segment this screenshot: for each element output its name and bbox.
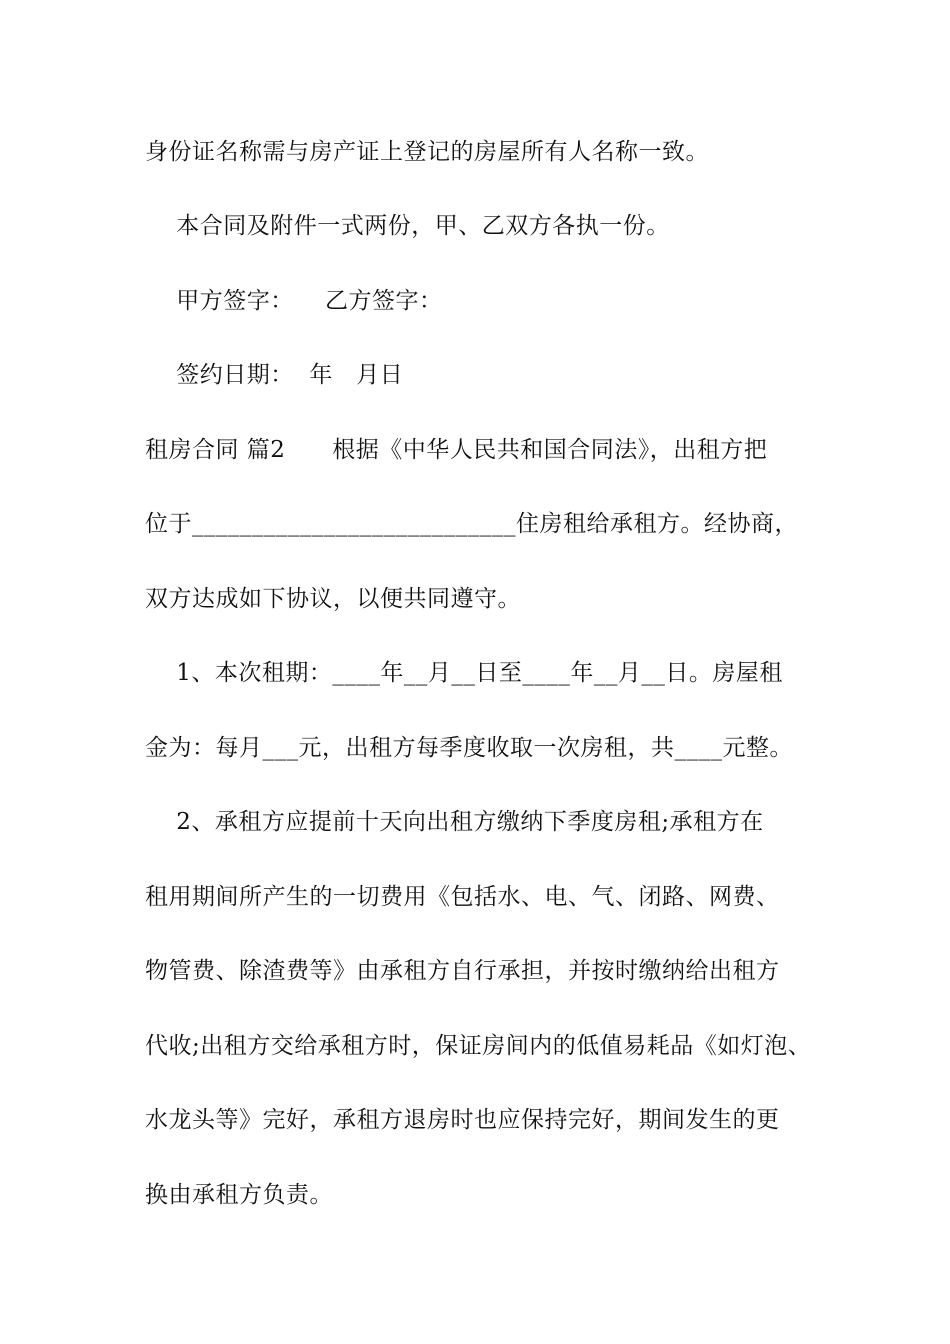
paragraph-line-7: 双方达成如下协议，以便共同遵守。 [145,586,521,612]
paragraph-line-1: 身份证名称需与房产证上登记的房屋所有人名称一致。 [145,139,709,165]
signing-date-line: 签约日期： 年 月日 [145,362,404,388]
clause-1-line-1: 1、本次租期：____年__月__日至____年__月__日。房屋租 [145,660,783,686]
clause-2-line-4: 代收;出租方交给承租方时，保证房间内的低值易耗品《如灯泡、 [145,1033,812,1059]
paragraph-line-6: 位于___________________________住房租给承租方。经协商， [145,511,798,537]
clause-2-line-2: 租用期间所产生的一切费用《包括水、电、气、闭路、网费、 [145,884,780,910]
clause-2-line-1: 2、承租方应提前十天向出租方缴纳下季度房租;承租方在 [145,809,764,835]
clause-1-line-2: 金为：每月___元，出租方每季度收取一次房租，共____元整。 [145,735,793,761]
contract-section-heading-line: 租房合同 篇2 根据《中华人民共和国合同法》，出租方把 [145,437,768,463]
clause-2-line-5: 水龙头等》完好，承租方退房时也应保持完好，期间发生的更 [145,1107,780,1133]
paragraph-line-2: 本合同及附件一式两份，甲、乙双方各执一份。 [145,213,670,239]
party-a-b-signature-line: 甲方签字： 乙方签字： [145,288,443,314]
clause-2-line-6: 换由承租方负责。 [145,1182,333,1208]
clause-2-line-3: 物管费、除渣费等》由承租方自行承担，并按时缴纳给出租方 [145,958,780,984]
